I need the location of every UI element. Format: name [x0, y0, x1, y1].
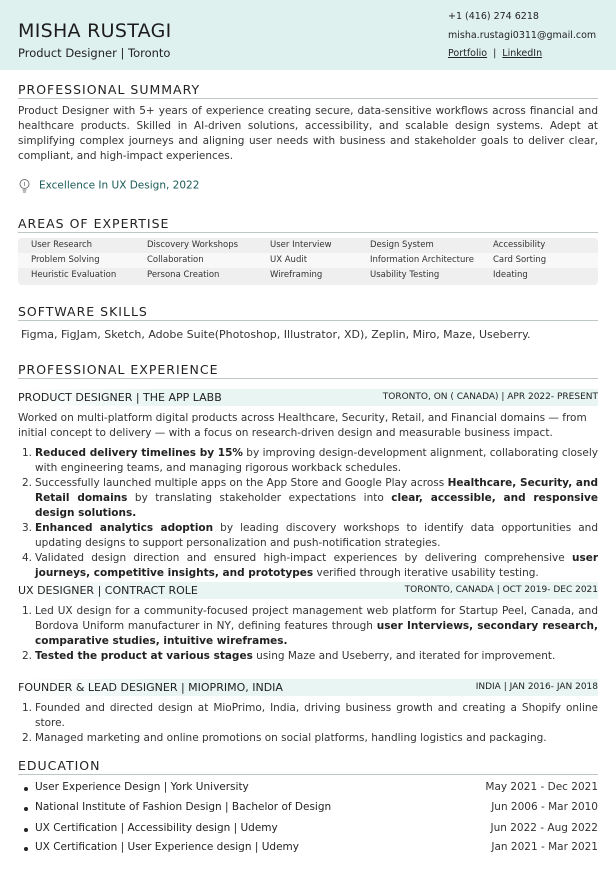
job-bullets [18, 446, 598, 581]
expertise-row [18, 253, 598, 268]
list-item: 2. Tested the product at various stages using Maze and Useberry, and iterated for improvement. [22, 650, 556, 662]
expertise-row [18, 268, 598, 283]
expertise-row [18, 238, 598, 253]
expertise-item: UX Audit [270, 255, 308, 265]
education-name: National Institute of Fashion Design | Bachelor of Design [35, 801, 332, 813]
expertise-item: Design System [370, 240, 434, 250]
expertise-item: Heuristic Evaluation [31, 270, 117, 280]
bullet-dot [24, 828, 28, 832]
expertise-item: Ideating [493, 270, 528, 280]
list-item: 1. Reduced delivery timelines by 15% by improving design-development alignment, collaborating closely with engineering teams, and managing rigorous workback schedules. [22, 447, 598, 474]
expertise-item: User Research [31, 240, 93, 250]
job-title: PRODUCT DESIGNER | THE APP LABB [18, 391, 222, 404]
expertise-grid [18, 238, 598, 285]
education-item [18, 801, 598, 817]
list-item: 3. Enhanced analytics adoption by leading discovery workshops to identify data opportunities and updating designs to support personalization and push-notification strategies. [22, 522, 598, 549]
list-item: 1. Founded and directed design at MioPrimo, India, driving business growth and creating a Shopify online store. [22, 702, 598, 729]
expertise-item: Card Sorting [493, 255, 547, 265]
section-divider [18, 378, 598, 379]
expertise-item: Persona Creation [147, 270, 220, 280]
education-name: UX Certification | Accessibility design | Udemy [35, 822, 278, 834]
section-divider [18, 320, 598, 321]
experience-heading: PROFESSIONAL EXPERIENCE [18, 362, 219, 377]
job-header [18, 389, 598, 406]
summary-text: Product Designer with 5+ years of experience creating secure, data-sensitive workflows across financial and healthcare products. Skilled in AI-driven solutions, accessibility, and scalable design systems. Adept at simplifying complex journeys and aligning user needs with business and stakeholder goals to deliver clear, compliant, and high-impact experiences. [18, 105, 598, 162]
job-bullets [18, 604, 598, 664]
expertise-item: User Interview [270, 240, 332, 250]
bullet-dot [24, 787, 28, 791]
list-item: 1. Led UX design for a community-focused project management web platform for Startup Peel, Canada, and Bordova Uniform manufacturer in NY, defining features through user Interviews, secondary research, comparative studies, intuitive wireframes. [22, 605, 598, 647]
section-divider [18, 98, 598, 99]
resume-header [0, 0, 616, 70]
portfolio-link[interactable]: Portfolio [448, 48, 488, 59]
education-item [18, 841, 598, 857]
education-date: May 2021 - Dec 2021 [485, 781, 598, 793]
expertise-item: Usability Testing [370, 270, 440, 280]
profile-links [448, 48, 542, 59]
expertise-item: Accessibility [493, 240, 546, 250]
software-list: Figma, FigJam, Sketch, Adobe Suite(Photoshop, Illustrator, XD), Zeplin, Miro, Maze, Useberry. [21, 328, 531, 341]
link-separator: | [493, 48, 497, 59]
education-item [18, 781, 598, 797]
education-date: Jun 2022 - Aug 2022 [490, 822, 598, 834]
education-date: Jan 2021 - Mar 2021 [491, 841, 598, 853]
candidate-role: Product Designer | Toronto [18, 46, 171, 60]
expertise-item: Collaboration [147, 255, 204, 265]
education-name: User Experience Design | York University [35, 781, 249, 793]
job-title: FOUNDER & LEAD DESIGNER | MIOPRIMO, INDIA [18, 681, 283, 694]
job-meta: INDIA | JAN 2016- JAN 2018 [475, 682, 598, 692]
education-name: UX Certification | User Experience design | Udemy [35, 841, 299, 853]
expertise-item: Wireframing [270, 270, 323, 280]
expertise-item: Information Architecture [370, 255, 474, 265]
bullet-dot [24, 807, 28, 811]
email-address[interactable]: misha.rustagi0311@gmail.com [448, 30, 597, 41]
job-header [18, 679, 598, 696]
job-title: UX DESIGNER | CONTRACT ROLE [18, 584, 198, 597]
linkedin-link[interactable]: LinkedIn [502, 48, 543, 59]
education-item [18, 822, 598, 838]
award [18, 178, 199, 193]
job-meta: TORONTO, CANADA | OCT 2019- DEC 2021 [404, 585, 598, 595]
job-meta: TORONTO, ON ( CANADA) | APR 2022- PRESENT [382, 392, 598, 402]
job-description: Worked on multi-platform digital products across Healthcare, Security, Retail, and Financial domains — from initial concept to delivery — with a focus on research-driven design and measurable business impact. [18, 412, 587, 439]
list-item: 4. Validated design direction and ensured high-impact experiences by delivering comprehensive user journeys, competitive insights, and prototypes verified through iterative usability testing. [22, 552, 598, 579]
phone-number[interactable]: +1 (416) 274 6218 [448, 11, 539, 22]
lightbulb-icon [18, 178, 31, 193]
education-date: Jun 2006 - Mar 2010 [491, 801, 598, 813]
award-text: Excellence In UX Design, 2022 [39, 179, 200, 192]
list-item: 2. Successfully launched multiple apps on the App Store and Google Play across Healthcare, Security, and Retail domains by translating stakeholder expectations into clear, accessible, and responsive design solutions. [22, 477, 598, 519]
section-divider [18, 232, 598, 233]
expertise-heading: AREAS OF EXPERTISE [18, 216, 170, 231]
expertise-item: Problem Solving [31, 255, 100, 265]
summary-heading: PROFESSIONAL SUMMARY [18, 82, 201, 97]
job-bullets [18, 701, 598, 746]
bullet-dot [24, 847, 28, 851]
software-heading: SOFTWARE SKILLS [18, 304, 148, 319]
education-heading: EDUCATION [18, 758, 101, 773]
section-divider [18, 774, 598, 775]
list-item: 2. Managed marketing and online promotions on social platforms, handling logistics and packaging. [22, 732, 547, 744]
candidate-name: MISHA RUSTAGI [18, 20, 172, 42]
expertise-item: Discovery Workshops [147, 240, 239, 250]
job-header [18, 582, 598, 599]
